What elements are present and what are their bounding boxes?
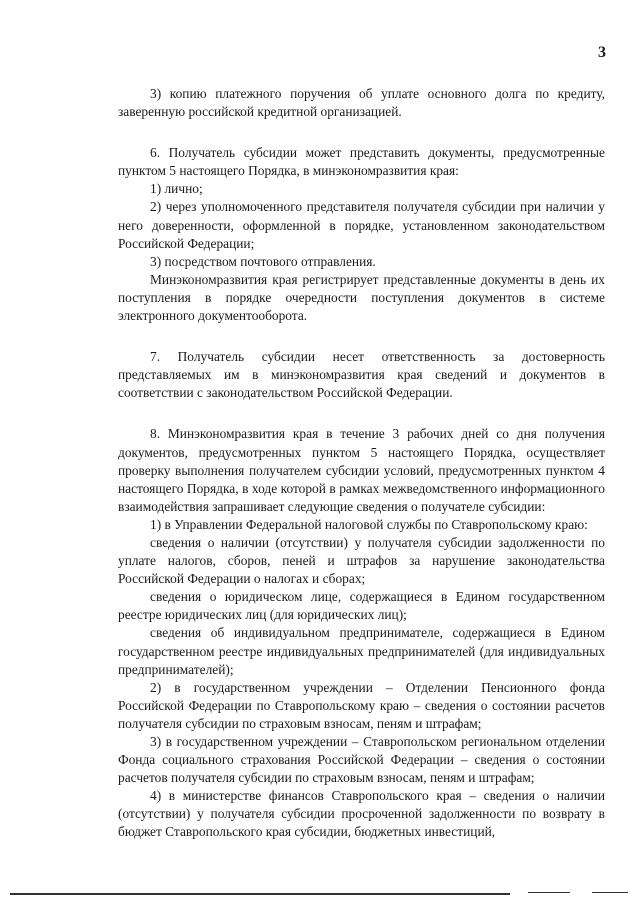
paragraph-item-3-copy: 3) копию платежного поручения об уплате основного долга по кредиту, заверенную российской кредитной организацией. bbox=[118, 86, 605, 120]
document-body bbox=[118, 85, 605, 842]
footer-divider bbox=[10, 893, 510, 895]
paragraph-item-2-pension-fund: 2) в государственном учреждении – Отделении Пенсионного фонда Российской Федерации по Ставропольскому краю – сведения о состоянии расчетов получателя субсидии по страховым взносам, пеням и штрафам; bbox=[118, 679, 605, 731]
paragraph-registration: Минэкономразвития края регистрирует представленные документы в день их поступления в порядке очередности поступления документов в системе электронного документооборота. bbox=[118, 271, 605, 324]
paragraph-entrepreneur-info: сведения об индивидуальном предпринимателе, содержащиеся в Едином государственном реестре индивидуальных предпринимателей (для индивидуальных предпринимателей); bbox=[118, 625, 605, 677]
paragraph-gap bbox=[118, 325, 605, 348]
page-number: 3 bbox=[598, 44, 606, 61]
paragraph-section-6: 6. Получатель субсидии может представить документы, предусмотренные пунктом 5 настоящего Порядка, в минэкономразвития края: bbox=[118, 145, 605, 179]
paragraph-tax-debt-info: сведения о наличии (отсутствии) у получателя субсидии задолженности по уплате налогов, сборов, пеней и штрафов за нарушение законодательства Российской Федерации о налогах и сборах; bbox=[118, 534, 605, 587]
paragraph-section-8: 8. Минэкономразвития края в течение 3 рабочих дней со дня получения документов, предусмотренных пунктом 5 настоящего Порядка, осуществляет проверку выполнения получателем субсидии условий, предусмотренных пунктом 4 настоящего Порядка, в ходе которой в рамках межведомственного информационного взаимодействия запрашивает следующие сведения о получателе субсидии: bbox=[118, 426, 605, 514]
paragraph-item-3-mail: 3) посредством почтового отправления. bbox=[150, 253, 376, 269]
paragraph-legal-entity-info: сведения о юридическом лице, содержащиеся в Едином государственном реестре юридических лиц (для юридических лиц); bbox=[118, 589, 605, 623]
paragraph-section-7: 7. Получатель субсидии несет ответственность за достоверность представляемых им в минэкономразвития края сведений и документов в соответствии с законодательством Российской Федерации. bbox=[118, 349, 605, 401]
paragraph-item-3-social-insurance: 3) в государственном учреждении – Ставропольском региональном отделении Фонда социального страхования Российской Федерации – сведения о состоянии расчетов получателя субсидии по страховым взносам, пеням и штрафам; bbox=[118, 734, 605, 786]
paragraph-item-4-finance-ministry: 4) в министерстве финансов Ставропольского края – сведения о наличии (отсутствии) у получателя субсидии просроченной задолженности по возврату в бюджет Ставропольского края субсидии, бюджетных инвестиций, bbox=[118, 788, 605, 840]
paragraph-item-1-personally: 1) лично; bbox=[150, 181, 203, 197]
footer-divider-short bbox=[528, 892, 570, 893]
footer-divider-right bbox=[592, 892, 628, 893]
paragraph-gap bbox=[118, 121, 605, 144]
paragraph-item-1-tax-service: 1) в Управлении Федеральной налоговой службы по Ставропольскому краю: bbox=[150, 516, 588, 532]
paragraph-item-2-representative: 2) через уполномоченного представителя получателя субсидии при наличии у него доверенности, оформленной в порядке, установленном законодательством Российской Федерации; bbox=[118, 199, 605, 251]
paragraph-gap bbox=[118, 402, 605, 425]
